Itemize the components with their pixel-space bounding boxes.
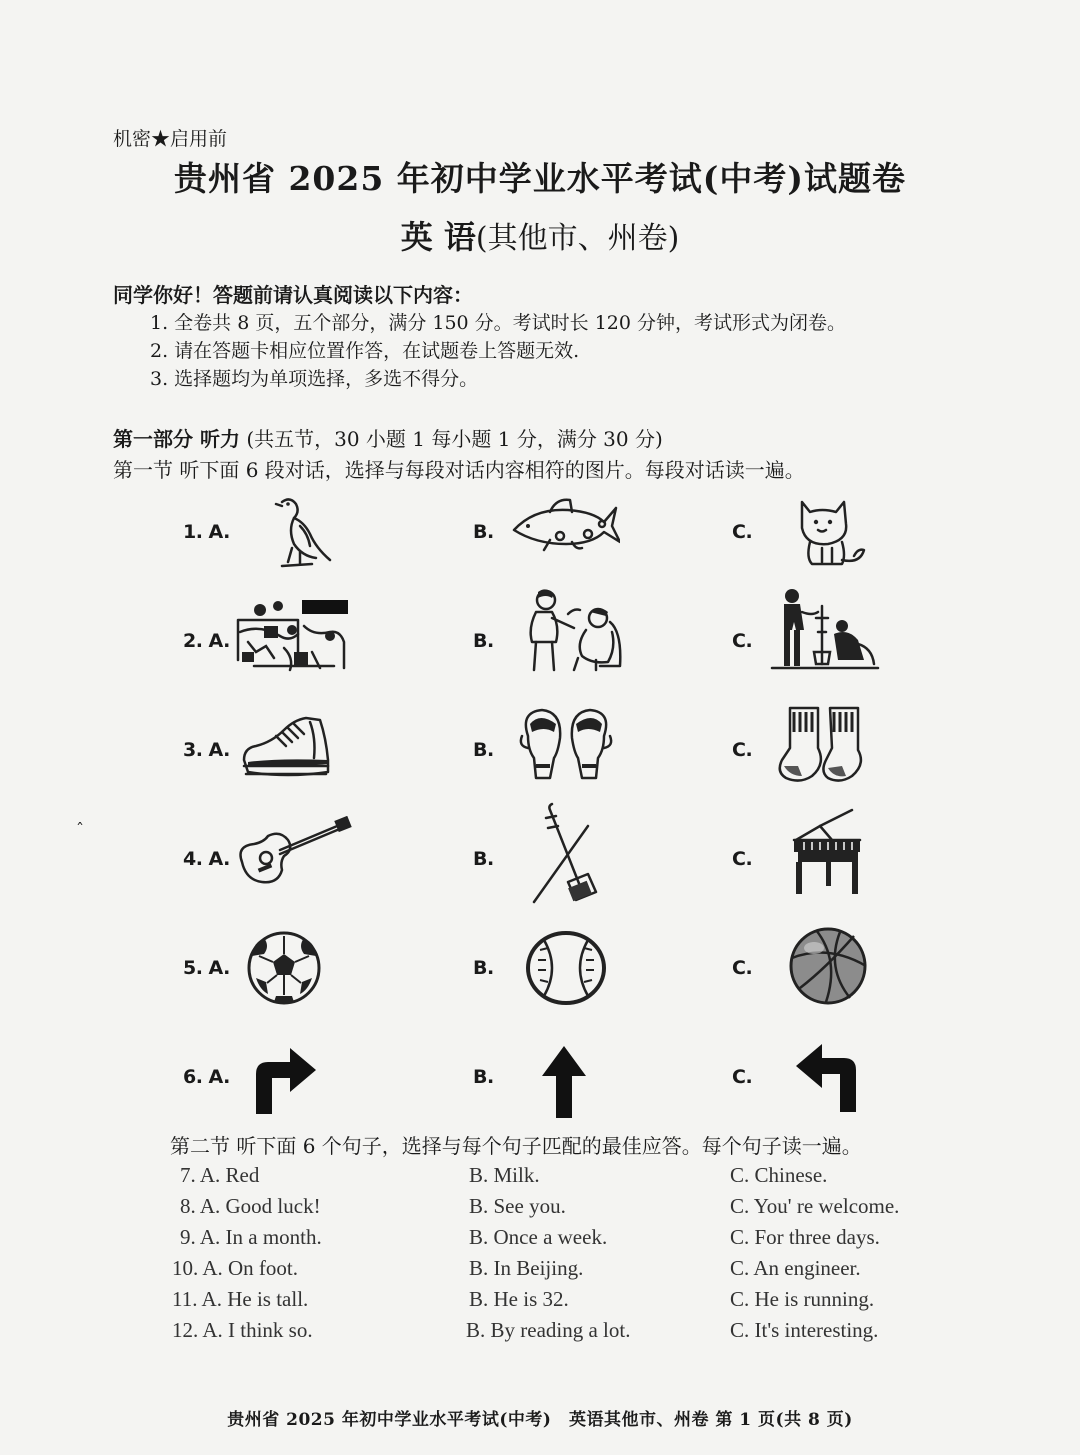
q6-label-b: B. bbox=[473, 1066, 494, 1088]
q9-option-c: C. For three days. bbox=[730, 1225, 880, 1249]
party-scene bbox=[234, 596, 350, 676]
q10-option-a: 10. A. On foot. bbox=[172, 1256, 298, 1280]
fish-icon bbox=[510, 496, 620, 554]
subject-name: 英 语 bbox=[400, 218, 476, 256]
q3-label-c: C. bbox=[732, 739, 753, 761]
q8-option-a: 8. A. Good luck! bbox=[180, 1194, 321, 1218]
q11-option-b: B. He is 32. bbox=[469, 1287, 569, 1311]
instruction-item: 1. 全卷共 8 页，五个部分，满分 150 分。考试时长 120 分钟，考试形式为闭卷。 bbox=[150, 312, 847, 334]
q12-option-a: 12. A. I think so. bbox=[172, 1318, 313, 1342]
q4-label-c: C. bbox=[732, 848, 753, 870]
part1-heading bbox=[113, 423, 663, 452]
q4-label-a: 4. A. bbox=[183, 848, 230, 870]
socks-icon bbox=[776, 702, 876, 786]
q11-option-a: 11. A. He is tall. bbox=[172, 1287, 309, 1311]
q1-label-c: C. bbox=[732, 521, 753, 543]
gloves-icon bbox=[518, 706, 614, 782]
confidential-label: 机密★启用前 bbox=[113, 128, 228, 150]
q9-option-a: 9. A. In a month. bbox=[180, 1225, 322, 1249]
q5-label-b: B. bbox=[473, 957, 494, 979]
q2-label-b: B. bbox=[473, 630, 494, 652]
q8-option-c: C. You' re welcome. bbox=[730, 1194, 900, 1218]
piano-icon bbox=[786, 806, 868, 898]
erhu-icon bbox=[528, 800, 608, 906]
sneaker-icon bbox=[240, 714, 332, 782]
cat-icon bbox=[792, 492, 872, 568]
part1-note: (共五节，30 小题 1 每小题 1 分，满分 30 分) bbox=[246, 427, 663, 451]
turn-right-arrow-icon bbox=[252, 1044, 318, 1116]
q1-label-a: 1. A. bbox=[183, 521, 230, 543]
q7-option-c: C. Chinese. bbox=[730, 1163, 828, 1187]
part1-title: 第一部分 听力 bbox=[113, 427, 240, 451]
q7-option-b: B. Milk. bbox=[469, 1163, 540, 1187]
q11-option-c: C. He is running. bbox=[730, 1287, 875, 1311]
watering-plant-scene bbox=[770, 588, 882, 676]
subject-note: (其他市、州卷) bbox=[475, 221, 680, 256]
instruction-item: 3. 选择题均为单项选择，多选不得分。 bbox=[150, 368, 479, 390]
straight-up-arrow-icon bbox=[540, 1044, 588, 1120]
q9-option-b: B. Once a week. bbox=[469, 1225, 608, 1249]
q12-option-b: B. By reading a lot. bbox=[466, 1318, 631, 1342]
q6-label-c: C. bbox=[732, 1066, 753, 1088]
section2-instructions: 第二节 听下面 6 个句子，选择与每个句子匹配的最佳应答。每个句子读一遍。 bbox=[170, 1134, 862, 1158]
exam-title: 贵州省 2025 年初中学业水平考试(中考)试题卷 bbox=[173, 159, 907, 198]
caring-elder-scene bbox=[520, 588, 624, 674]
q12-option-c: C. It's interesting. bbox=[730, 1318, 879, 1342]
q5-label-c: C. bbox=[732, 957, 753, 979]
q2-label-a: 2. A. bbox=[183, 630, 230, 652]
q10-option-b: B. In Beijing. bbox=[469, 1256, 584, 1280]
q8-option-b: B. See you. bbox=[469, 1194, 566, 1218]
q2-label-c: C. bbox=[732, 630, 753, 652]
instruction-item: 2. 请在答题卡相应位置作答，在试题卷上答题无效. bbox=[150, 340, 580, 362]
baseball-icon bbox=[524, 930, 608, 1006]
q3-label-a: 3. A. bbox=[183, 739, 230, 761]
stray-mark: ˆ bbox=[76, 820, 84, 839]
q3-label-b: B. bbox=[473, 739, 494, 761]
q1-label-b: B. bbox=[473, 521, 494, 543]
q10-option-c: C. An engineer. bbox=[730, 1256, 861, 1280]
section1-instructions: 第一节 听下面 6 段对话，选择与每段对话内容相符的图片。每段对话读一遍。 bbox=[113, 458, 805, 482]
page-footer: 贵州省 2025 年初中学业水平考试(中考) 英语其他市、州卷 第 1 页(共 8 页) bbox=[227, 1410, 853, 1430]
q6-label-a: 6. A. bbox=[183, 1066, 230, 1088]
turn-left-arrow-icon bbox=[794, 1040, 860, 1114]
basketball-icon bbox=[786, 926, 870, 1006]
instructions-heading: 同学你好！答题前请认真阅读以下内容： bbox=[113, 283, 473, 307]
q4-label-b: B. bbox=[473, 848, 494, 870]
guitar-icon bbox=[236, 816, 356, 888]
soccer-ball-icon bbox=[244, 930, 324, 1006]
bird-icon bbox=[262, 492, 340, 568]
subject-title bbox=[0, 212, 1080, 258]
q5-label-a: 5. A. bbox=[183, 957, 230, 979]
q7-option-a: 7. A. Red bbox=[180, 1163, 260, 1187]
